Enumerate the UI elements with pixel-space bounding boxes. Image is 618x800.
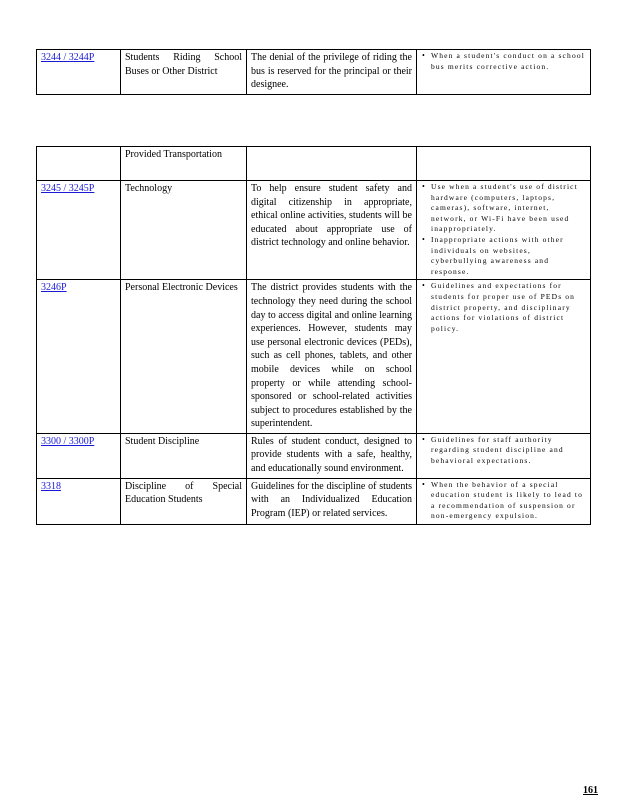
guideline-item: • Guidelines and expectations for students for proper use of PEDs on district property, and disciplinary actions for violations of district policy. [431,281,586,334]
policy-table-bottom [36,146,591,525]
guidelines-list [421,435,586,467]
policy-title-cell: Technology [121,181,247,280]
policy-table-top [36,49,591,95]
guidelines-list [421,480,586,522]
policy-guidelines-cell [417,181,591,280]
policy-title-cell: Discipline of Special Education Students [121,478,247,524]
continuation-row [37,147,591,181]
policy-row [37,478,591,524]
guideline-item: • Guidelines for staff authority regarding student discipline and behavioral expectations. [431,435,586,467]
policy-title-cell: Students Riding School Buses or Other District [121,50,247,95]
policy-description-cell [247,147,417,181]
policy-code-link[interactable]: 3318 [41,480,61,492]
guidelines-list [421,281,586,334]
policy-code-cell [37,433,121,478]
policy-code-link[interactable]: 3300 / 3300P [41,435,95,447]
policy-code-cell [37,181,121,280]
policy-guidelines-cell [417,280,591,434]
policy-title-cell: Student Discipline [121,433,247,478]
policy-title-cell: Provided Transportation [121,147,247,181]
guideline-item: • When the behavior of a special education student is likely to lead to a recommendation of suspension or non-emergency expulsion. [431,480,586,522]
guideline-item: • When a student's conduct on a school bus merits corrective action. [431,51,586,72]
policy-code-cell [37,280,121,434]
policy-description-cell: To help ensure student safety and digital citizenship in appropriate, ethical online activities, students will be educated about appropriate use of district technology and online behavior. [247,181,417,280]
policy-guidelines-cell [417,147,591,181]
policy-description-cell: Rules of student conduct, designed to provide students with a safe, healthy, and educationally sound environment. [247,433,417,478]
policy-row [37,181,591,280]
guidelines-list [421,182,586,277]
policy-guidelines-cell [417,433,591,478]
policy-row [37,433,591,478]
guideline-item: • Inappropriate actions with other individuals on websites, cyberbullying awareness and response. [431,235,586,277]
policy-description-cell: Guidelines for the discipline of students with an Individualized Education Program (IEP) or related services. [247,478,417,524]
policy-description-cell: The denial of the privilege of riding the bus is reserved for the principal or their designee. [247,50,417,95]
policy-code-cell [37,478,121,524]
policy-guidelines-cell [417,50,591,95]
policy-row [37,280,591,434]
policy-code-link[interactable]: 3244 / 3244P [41,52,95,63]
policy-code-link[interactable]: 3245 / 3245P [41,183,95,194]
policy-row [37,50,591,95]
guidelines-list [421,51,586,72]
guideline-item: • Use when a student's use of district hardware (computers, laptops, cameras), software, internet, network, or Wi-Fi have been used inappropriately. [431,182,586,235]
policy-description-cell: The district provides students with the technology they need during the school day to access digital and online learning experiences. However, students may use personal electronic devices (PEDs), such as cell phones, tablets, and other mobile devices while on school property or while attending school-sponsored or school-related activities subject to procedures established by the superintendent. [247,280,417,434]
policy-code-cell [37,50,121,95]
policy-title-cell: Personal Electronic Devices [121,280,247,434]
policy-code-cell [37,147,121,181]
policy-guidelines-cell [417,478,591,524]
policy-code-link[interactable]: 3246P [41,282,67,294]
page-number: 161 [583,785,598,796]
